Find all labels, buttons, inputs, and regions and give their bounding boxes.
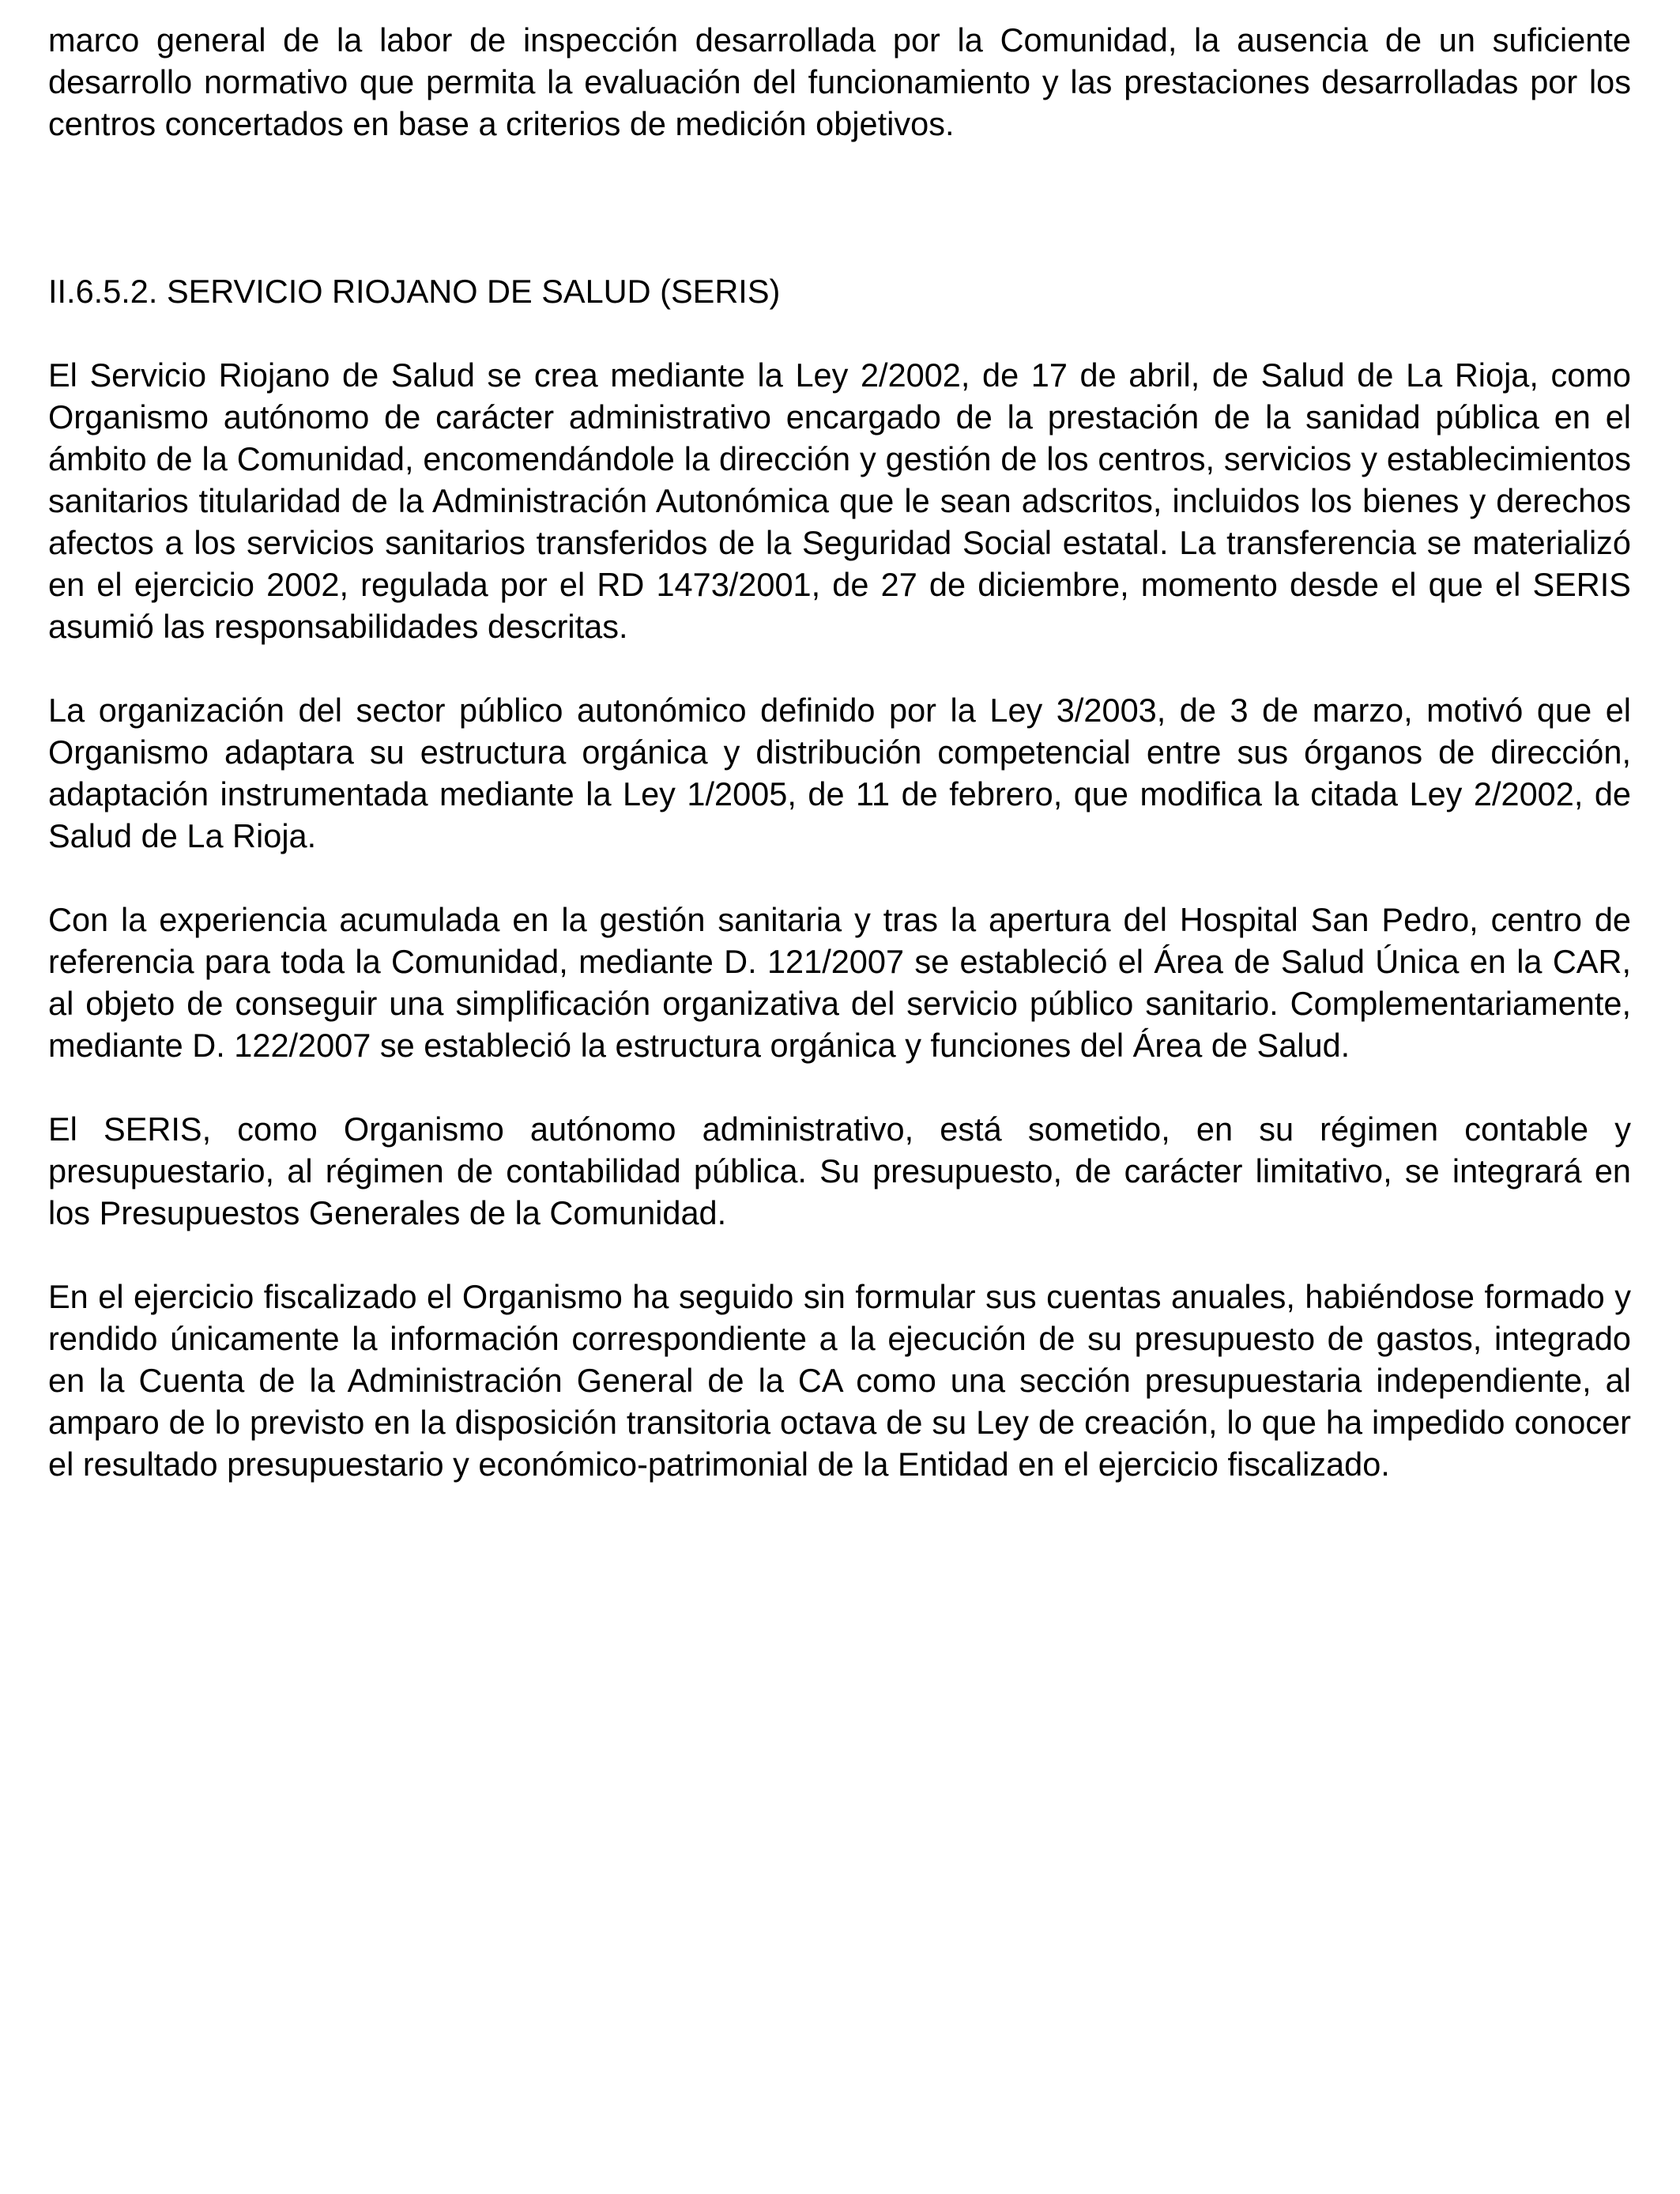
paragraph-health-area: Con la experiencia acumulada en la gestión sanitaria y tras la apertura del Hospital San Pedro, centro de referencia para toda la Comunidad, mediante D. 121/2007 se estableció el Área de Salud Única en la CAR, al objeto de conseguir una simplificación organizativa del servicio público sanitario. Complementariamente, mediante D. 122/2007 se estableció la estructura orgánica y funciones del Área de Salud. — [48, 901, 1631, 1064]
document-body — [48, 19, 1631, 1485]
section-heading: II.6.5.2. SERVICIO RIOJANO DE SALUD (SERIS) — [48, 273, 781, 310]
intro-paragraph: marco general de la labor de inspección desarrollada por la Comunidad, la ausencia de un suficiente desarrollo normativo que permita la evaluación del funcionamiento y las prestaciones desarrolladas por los centros concertados en base a criterios de medición objetivos. — [48, 21, 1631, 142]
paragraph-creation: El Servicio Riojano de Salud se crea mediante la Ley 2/2002, de 17 de abril, de Salud de La Rioja, como Organismo autónomo de carácter administrativo encargado de la prestación de la sanidad pública en el ámbito de la Comunidad, encomendándole la dirección y gestión de los centros, servicios y establecimientos sanitarios titularidad de la Administración Autonómica que le sean adscritos, incluidos los bienes y derechos afectos a los servicios sanitarios transferidos de la Seguridad Social estatal. La transferencia se materializó en el ejercicio 2002, regulada por el RD 1473/2001, de 27 de diciembre, momento desde el que el SERIS asumió las responsabilidades descritas. — [48, 356, 1631, 645]
paragraph-fiscal-year: En el ejercicio fiscalizado el Organismo ha seguido sin formular sus cuentas anuales, habiéndose formado y rendido únicamente la información correspondiente a la ejecución de su presupuesto de gastos, integrado en la Cuenta de la Administración General de la CA como una sección presupuestaria independiente, al amparo de lo previsto en la disposición transitoria octava de su Ley de creación, lo que ha impedido conocer el resultado presupuestario y económico-patrimonial de la Entidad en el ejercicio fiscalizado. — [48, 1278, 1631, 1483]
section-body — [48, 354, 1631, 1485]
paragraph-accounting-regime: El SERIS, como Organismo autónomo administrativo, está sometido, en su régimen contable y presupuestario, al régimen de contabilidad pública. Su presupuesto, de carácter limitativo, se integrará en los Presupuestos Generales de la Comunidad. — [48, 1110, 1631, 1231]
spacer — [48, 312, 1631, 354]
spacer — [48, 145, 1631, 270]
paragraph-organization: La organización del sector público autonómico definido por la Ley 3/2003, de 3 de marzo, motivó que el Organismo adaptara su estructura orgánica y distribución competencial entre sus órganos de dirección, adaptación instrumentada mediante la Ley 1/2005, de 11 de febrero, que modifica la citada Ley 2/2002, de Salud de La Rioja. — [48, 692, 1631, 854]
